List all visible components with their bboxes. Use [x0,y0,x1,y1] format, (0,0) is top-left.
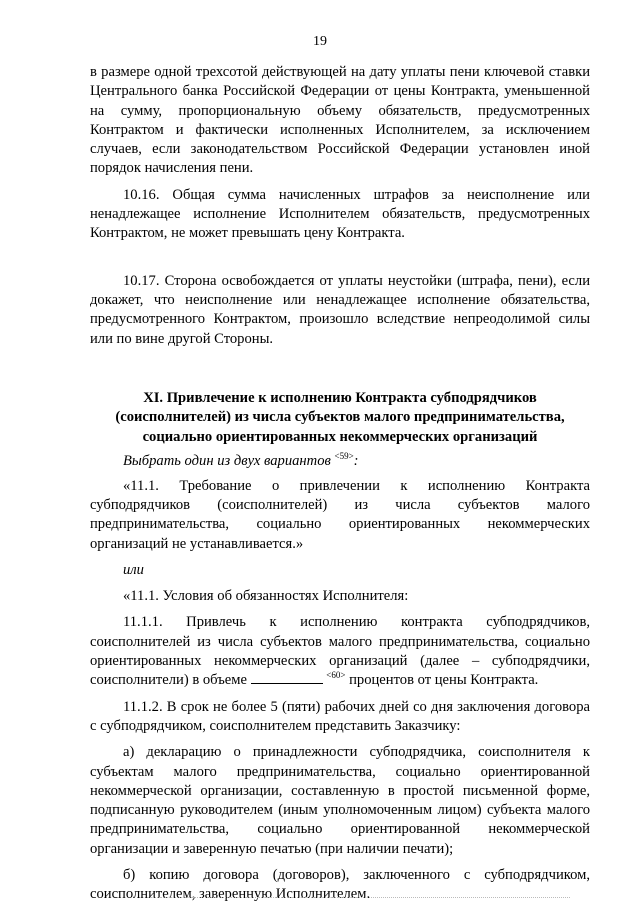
page-number: 19 [313,34,327,49]
list-item-a: а) декларацию о принадлежности субподрядчика, соисполнителя к субъектам малого предпринимательства, социально ориентированной некоммерческой организации, составленную в простой письменной форме, подписанную руководителем (иным уполномоченным лицом) субъекта малого предпринимательства, социально ориентированной некоммерческой организации и заверенную печатью (при наличии печати); [90,744,590,857]
bottom-scan-artifact-line [150,897,570,898]
choose-variant-colon: : [353,453,359,470]
paragraph-10-16: 10.16. Общая сумма начисленных штрафов за неисполнение или ненадлежащее исполнение Исполнителем обязательств, предусмотренных Контрактом, не может превышать цену Контракта. [90,186,590,242]
section-xi-heading [90,389,590,448]
choose-variant-text: Выбрать один из двух вариантов [123,453,331,470]
paragraph-10-17: 10.17. Сторона освобождается от уплаты неустойки (штрафа, пени), если докажет, что неисполнение или ненадлежащее исполнение обязательства, предусмотренного Контрактом, произошло вследствие непреодолимой силы или по вине другой Стороны. [90,272,590,347]
footnote-60: <60> [326,670,346,681]
paragraph-penalty-continuation: в размере одной трехсотой действующей на дату уплаты пени ключевой ставки Центрального банка Российской Федерации от цены Контракта, уменьшенной на сумму, пропорциональную объему обязательств, предусмотренных Контрактом и фактически исполненных Исполнителем, за исключением случаев, если законодательством Российской Федерации установлен иной порядок начисления пени. [90,64,590,177]
list-item-b: б) копию договора (договоров), заключенного с субподрядчиком, соисполнителем, заверенную Исполнителем. [90,867,590,903]
footnote-59: <59> [334,451,354,462]
paragraph-11-1-2: 11.1.2. В срок не более 5 (пяти) рабочих дней со дня заключения договора с субподрядчиком, соисполнителем представить Заказчику: [90,698,590,734]
section-heading-line-2: (соисполнителей) из числа субъектов малого предпринимательства, [115,409,565,426]
document-body [90,63,590,905]
variant-2-title: «11.1. Условия об обязанностях Исполнителя: [123,588,409,605]
paragraph-11-1-1-text: 11.1.1. Привлечь к исполнению контракта субподрядчиков, соисполнителей из числа субъектов малого предпринимательства, социально ориентированных некоммерческих организаций (далее – субподрядчики, соисполнители) в объеме [90,614,590,689]
paragraph-11-1-1 [90,613,590,690]
or-separator: или [123,561,144,578]
choose-variant-instruction [90,452,590,471]
paragraph-11-1-1-end: процентов от цены Контракта. [349,672,539,689]
section-heading-line-3: социально ориентированных некоммерческих организаций [142,428,538,445]
variant-1-clause: «11.1. Требование о привлечении к исполнению Контракта субподрядчиков (соисполнителей) из числа субъектов малого предпринимательства, социально ориентированных некоммерческих организаций не устанавливается.» [90,477,590,552]
percent-blank-field [251,671,323,684]
section-heading-line-1: XI. Привлечение к исполнению Контракта субподрядчиков [143,389,537,406]
